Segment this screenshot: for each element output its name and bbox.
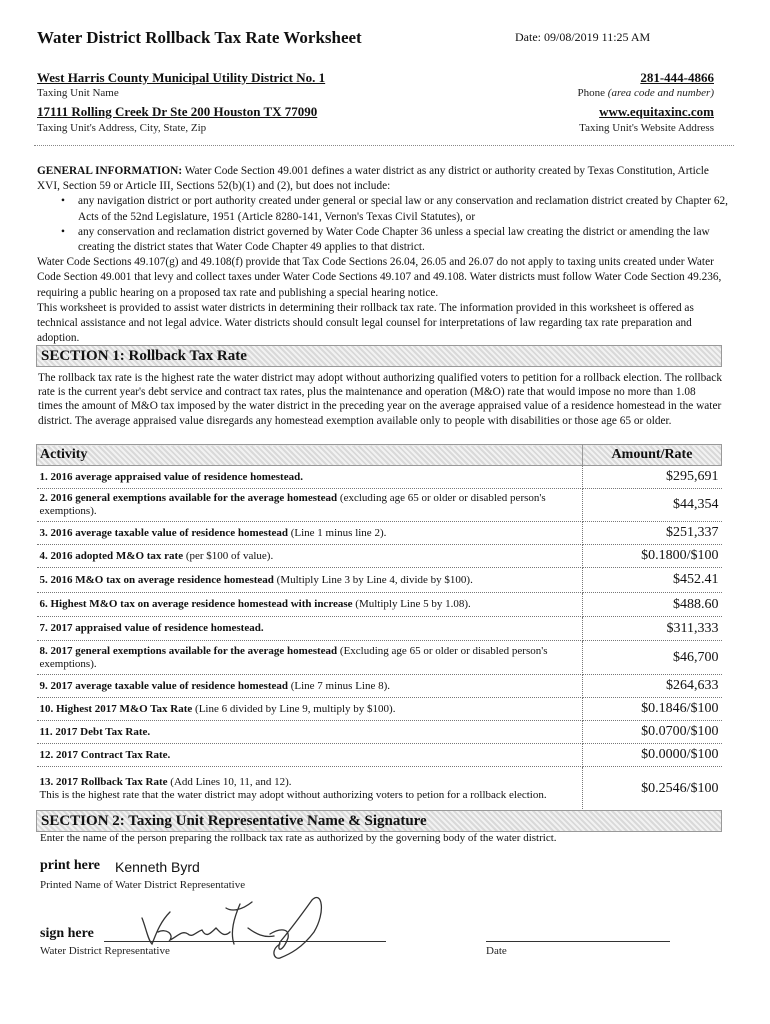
section-2-instructions: Enter the name of the person preparing the rollback tax rate as authorized by the governing body of the water district. [40, 832, 557, 844]
table-row: 5. 2016 M&O tax on average residence homestead (Multiply Line 3 by Line 4, divide by $100). $452.41 [37, 568, 722, 593]
print-here-label: print here [40, 858, 101, 873]
header-divider [34, 145, 734, 146]
table-row: 9. 2017 average taxable value of residence homestead (Line 7 minus Line 8). $264,633 [37, 675, 722, 698]
list-item: • any conservation and reclamation district governed by Water Code Chapter 36 unless a special law creating the district or amending the law creating the district states that Water Code Chapter 49 applies to that district. [61, 225, 734, 255]
table-row: 2. 2016 general exemptions available for the average homestead (excluding age 65 or older or disabled person's exemptions). $44,354 [37, 489, 722, 522]
phone-caption: Phone (area code and number) [577, 87, 714, 99]
table-row: 6. Highest M&O tax on average residence homestead with increase (Multiply Line 5 by 1.08). $488.60 [37, 593, 722, 617]
table-row: 10. Highest 2017 M&O Tax Rate (Line 6 divided by Line 9, multiply by $100). $0.1846/$100 [37, 698, 722, 721]
amount-column-header: Amount/Rate [583, 445, 722, 466]
table-row: 3. 2016 average taxable value of residence homestead (Line 1 minus line 2). $251,337 [37, 522, 722, 545]
row-value: $488.60 [583, 593, 722, 617]
table-row: 13. 2017 Rollback Tax Rate (Add Lines 10, 11, and 12). This is the highest rate that the water district may adopt without authorizing voters to petion for a rollback election. $0.2546/$100 [37, 767, 722, 811]
taxing-unit-address: 17111 Rolling Creek Dr Ste 200 Houston TX 77090 [37, 104, 318, 119]
printed-name: Kenneth Byrd [115, 859, 200, 875]
general-para-2: Water Code Sections 49.107(g) and 49.108(f) provide that Tax Code Sections 26.04, 26.05 and 26.07 do not apply to taxing units created under Water Code Section 49.001 that levy and collect taxes under Water Code Sections 49.107 and 49.108. Water districts must follow Water Code Section 49.236, requiring a public hearing on a proposed tax rate and publishing a special hearing notice. [37, 256, 722, 299]
activity-column-header: Activity [37, 445, 583, 466]
date-line [486, 941, 670, 942]
worksheet-date: Date: 09/08/2019 11:25 AM [515, 30, 651, 44]
section-1-description: The rollback tax rate is the highest rate the water district may adopt without authorizing qualified voters to petition for a rollback election. The rollback rate is the current year's debt service and contract tax rates, plus the maintenance and operation (M&O) rate that would impose no more than 1.08 times the amount of M&O tax imposed by the water district in the preceding year on the average appraised value of a residence homestead in the water district. The average appraised value disregards any homestead exemption available only to people with disabilities or those age 65 or older. [38, 372, 722, 427]
row-value: $251,337 [583, 522, 722, 545]
address-caption: Taxing Unit's Address, City, State, Zip [37, 122, 207, 134]
row-value: $295,691 [583, 466, 722, 489]
row-value: $0.2546/$100 [583, 767, 722, 811]
general-intro: Water Code Section 49.001 defines a water district as any district or authority created by Texas Constitution, Article XVI, Section 59 or Article III, Sections 52(b)(1) and (2), but does not include: [37, 165, 709, 193]
taxing-unit-name-caption: Taxing Unit Name [37, 87, 119, 99]
general-para-3: This worksheet is provided to assist water districts in determining their rollback tax rate. The information provided in this worksheet is offered as technical assistance and not legal advice. Water districts should consult legal counsel for interpretations of law regarding tax rate preparation and adoption. [37, 301, 694, 345]
table-row: 11. 2017 Debt Tax Rate. $0.0700/$100 [37, 721, 722, 744]
row-value: $46,700 [583, 641, 722, 675]
row-value: $44,354 [583, 489, 722, 522]
section-2-header: SECTION 2: Taxing Unit Representative Name & Signature [36, 810, 722, 832]
row-value: $452.41 [583, 568, 722, 593]
table-row: 12. 2017 Contract Tax Rate. $0.0000/$100 [37, 744, 722, 767]
section-1-header: SECTION 1: Rollback Tax Rate [36, 345, 722, 367]
row-value: $0.0700/$100 [583, 721, 722, 744]
row-value: $0.1846/$100 [583, 698, 722, 721]
website-link[interactable]: www.equitaxinc.com [599, 104, 714, 119]
website-caption: Taxing Unit's Website Address [579, 122, 714, 134]
general-heading: GENERAL INFORMATION: [37, 165, 183, 177]
rollback-table [36, 444, 722, 811]
taxing-unit-name: West Harris County Municipal Utility District No. 1 [37, 70, 326, 85]
general-information [37, 164, 734, 346]
date-caption: Date [486, 945, 507, 957]
phone-number: 281-444-4866 [640, 70, 714, 85]
table-row: 7. 2017 appraised value of residence homestead. $311,333 [37, 617, 722, 641]
row-value: $264,633 [583, 675, 722, 698]
table-row: 1. 2016 average appraised value of residence homestead. $295,691 [37, 466, 722, 489]
table-row: 4. 2016 adopted M&O tax rate (per $100 of value). $0.1800/$100 [37, 545, 722, 568]
row-value: $0.1800/$100 [583, 545, 722, 568]
signature-caption: Water District Representative [40, 945, 170, 957]
printed-name-caption: Printed Name of Water District Representative [40, 879, 246, 891]
worksheet-title: Water District Rollback Tax Rate Worksheet [37, 28, 362, 47]
table-row: 8. 2017 general exemptions available for the average homestead (Excluding age 65 or older or disabled person's exemptions). $46,700 [37, 641, 722, 675]
list-item: • any navigation district or port authority created under general or special law or any conservation and reclamation district created by Chapter 62, Acts of the 52nd Legislature, 1951 (Article 8280-141, Vernon's Texas Civil Statutes), or [61, 194, 734, 224]
sign-here-label: sign here [40, 926, 94, 941]
row-value: $311,333 [583, 617, 722, 641]
row-value: $0.0000/$100 [583, 744, 722, 767]
exclusion-list [37, 194, 734, 255]
